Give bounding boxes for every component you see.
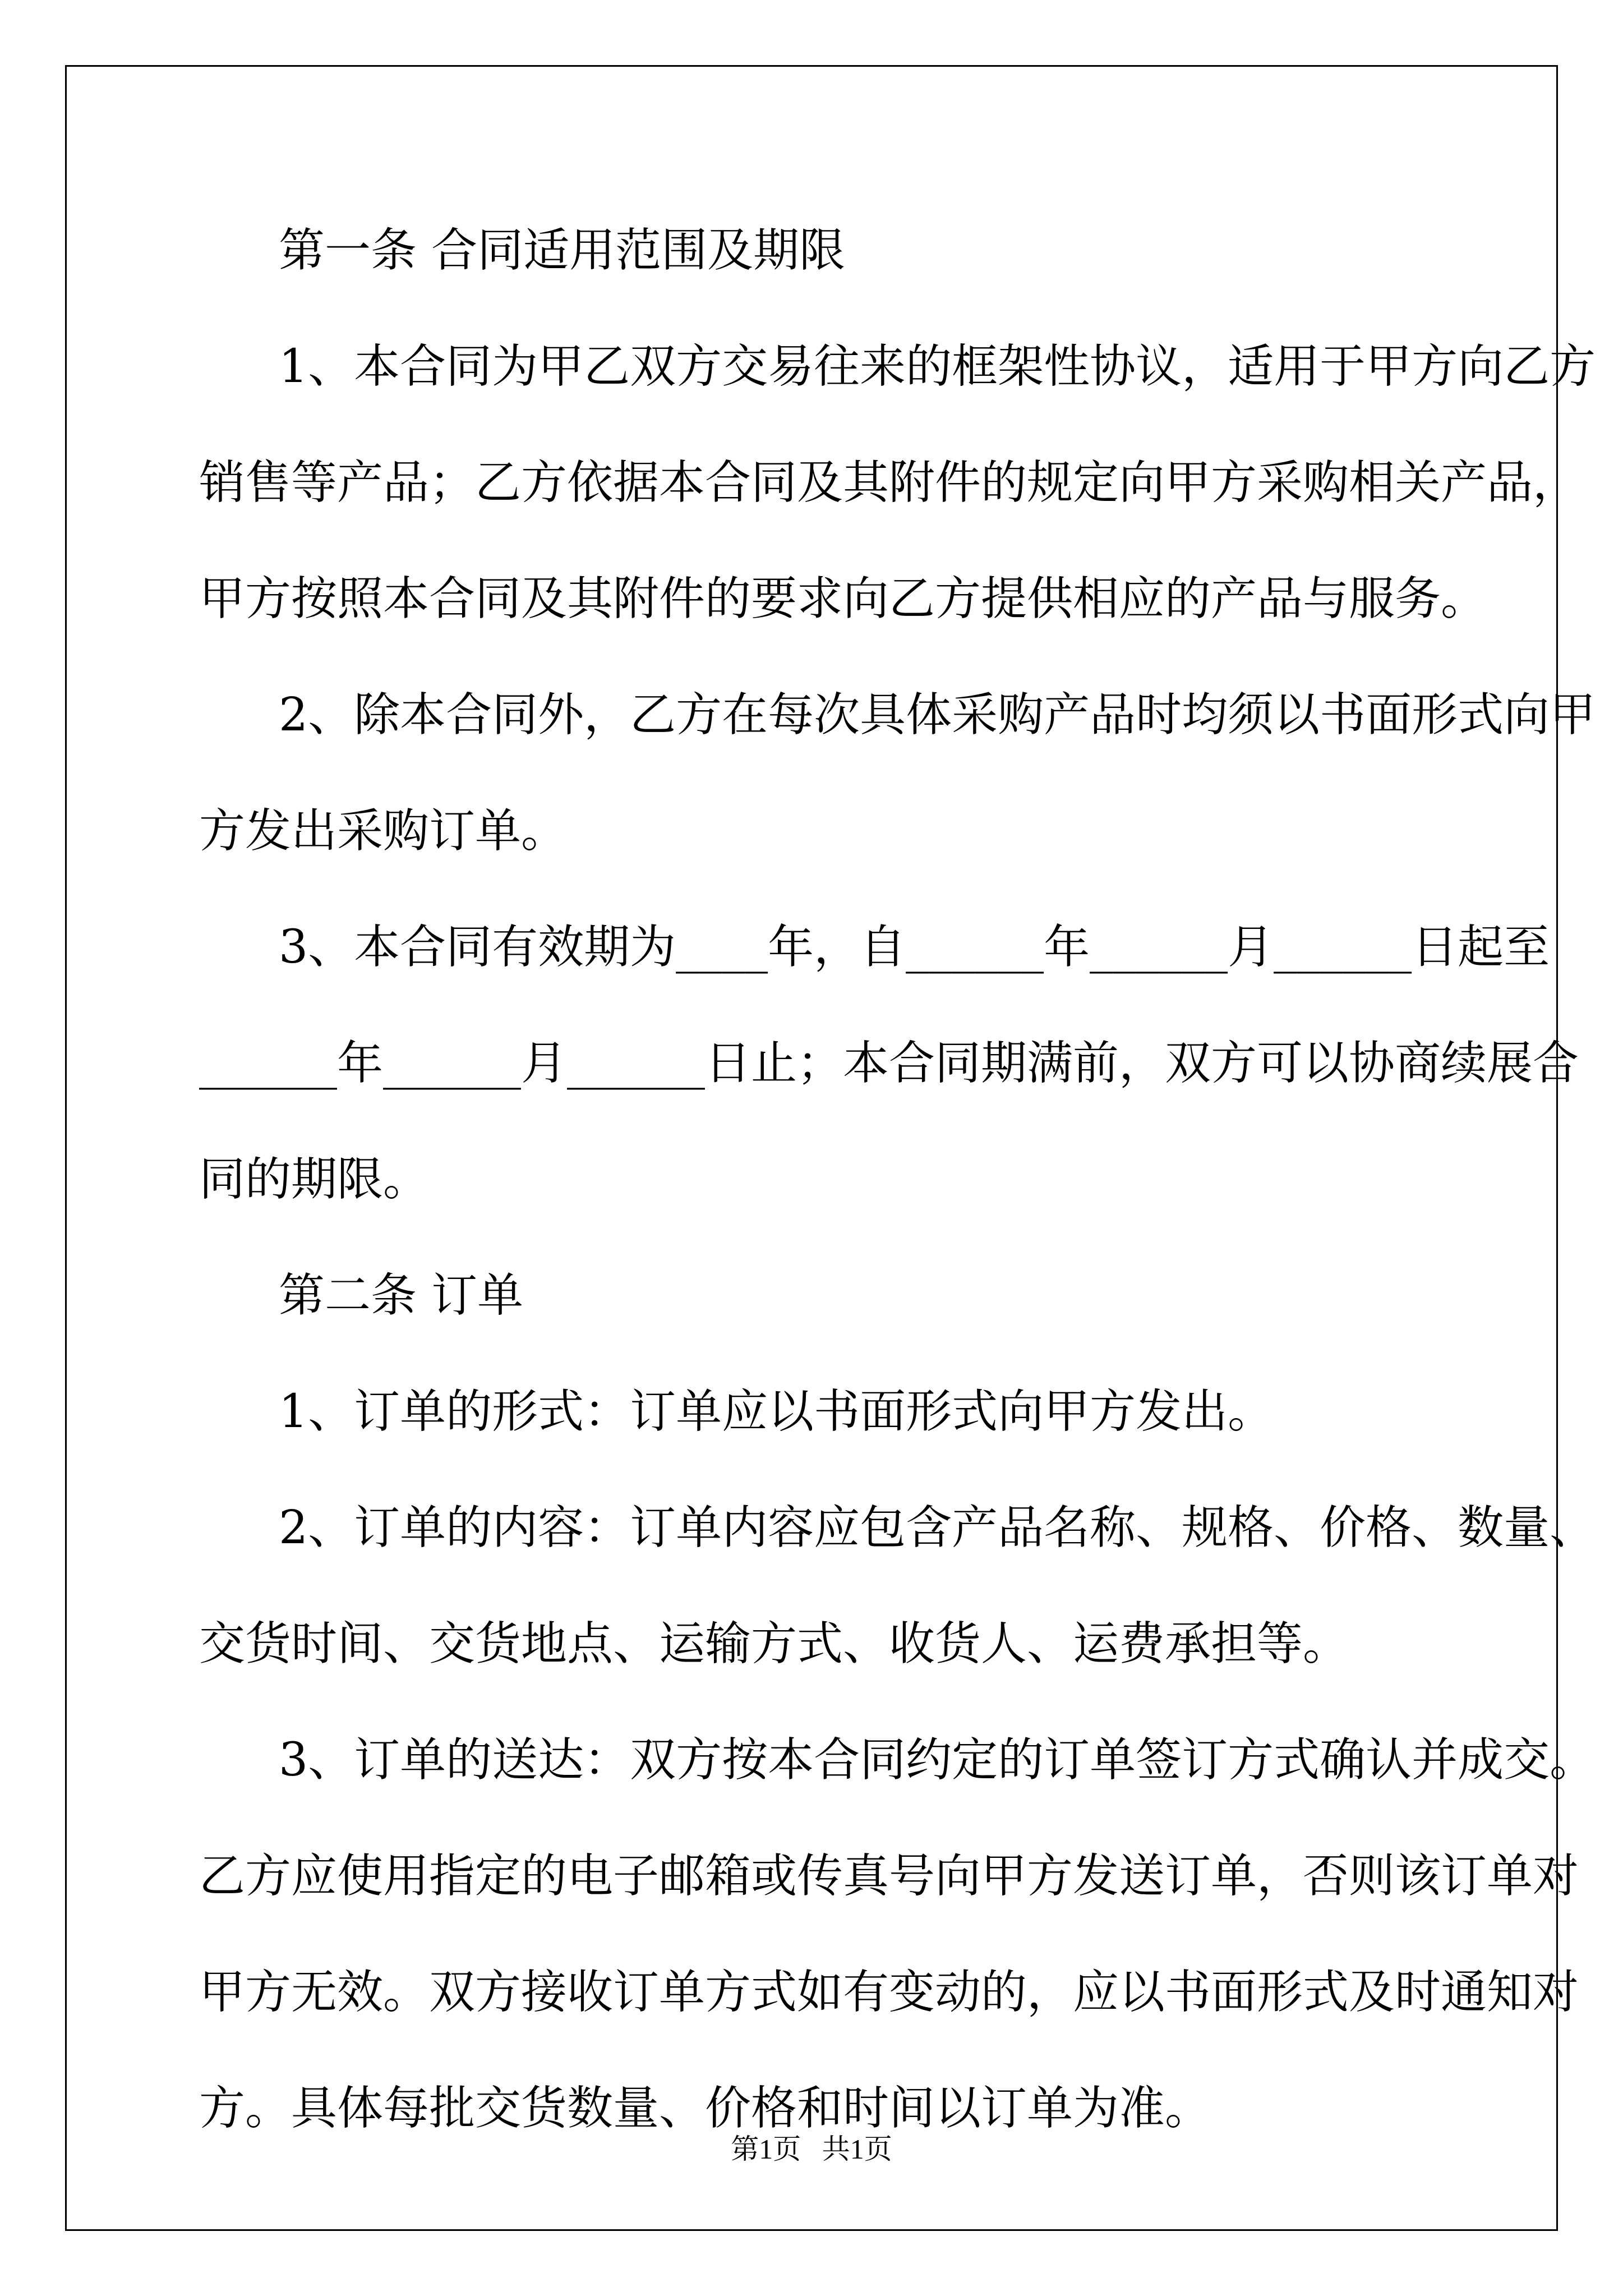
paragraph-line: 交货时间、交货地点、运输方式、收货人、运费承担等。: [199, 1617, 1349, 1671]
paragraph-line: 甲方按照本合同及其附件的要求向乙方提供相应的产品与服务。: [199, 572, 1487, 625]
paragraph-line: 乙方应使用指定的电子邮箱或传真号向甲方发送订单，否则该订单对: [199, 1849, 1579, 1903]
paragraph-line: 方。具体每批交货数量、价格和时间以订单为准。: [199, 2082, 1211, 2135]
paragraph-line: ______年______月______日止；本合同期满前，双方可以协商续展合: [199, 1037, 1579, 1090]
paragraph-line: 甲方无效。双方接收订单方式如有变动的，应以书面形式及时通知对: [199, 1966, 1579, 2019]
paragraph-line: 销售等产品；乙方依据本合同及其附件的规定向甲方采购相关产品，: [199, 456, 1579, 509]
article-2-heading: 第二条 订单: [279, 1269, 524, 1322]
page-number-footer: 第1页 共1页: [731, 2133, 892, 2165]
paragraph-line: 1、本合同为甲乙双方交易往来的框架性协议，适用于甲方向乙方: [279, 340, 1596, 393]
paragraph-line: 2、除本合同外，乙方在每次具体采购产品时均须以书面形式向甲: [279, 688, 1596, 742]
paragraph-line: 同的期限。: [199, 1153, 430, 1206]
paragraph-line: 2、订单的内容：订单内容应包含产品名称、规格、价格、数量、: [279, 1501, 1596, 1554]
article-1-heading: 第一条 合同适用范围及期限: [279, 224, 846, 277]
paragraph-line: 3、本合同有效期为____年，自______年______月______日起至: [279, 921, 1550, 974]
paragraph-line: 1、订单的形式：订单应以书面形式向甲方发出。: [279, 1385, 1274, 1438]
paragraph-line: 3、订单的送达：双方按本合同约定的订单签订方式确认并成交。: [279, 1733, 1596, 1787]
paragraph-line: 方发出采购订单。: [199, 804, 568, 858]
